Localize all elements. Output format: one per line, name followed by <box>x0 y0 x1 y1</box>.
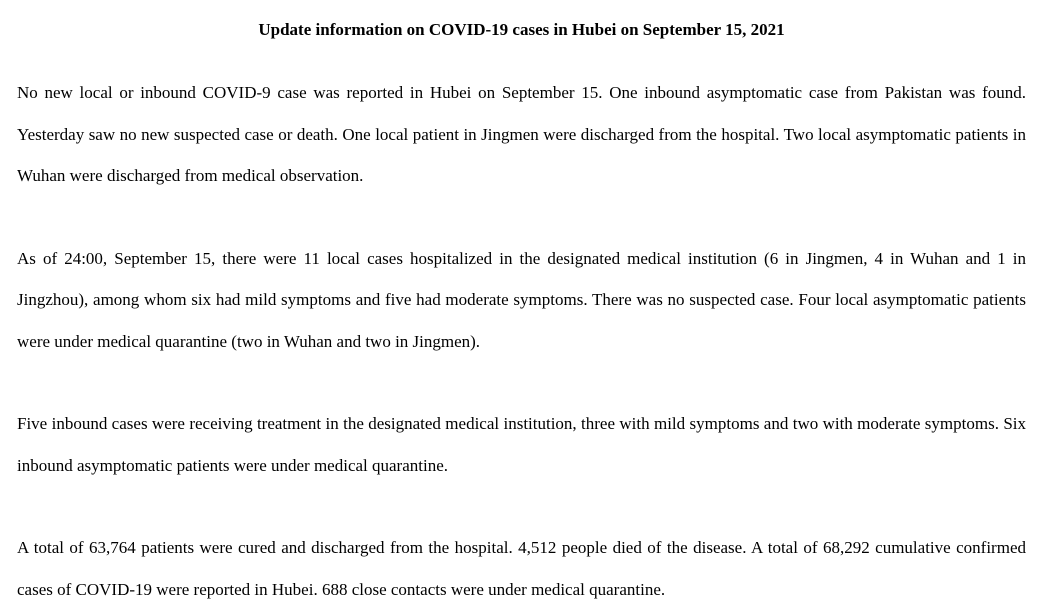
paragraph-local-hospitalized: As of 24:00, September 15, there were 11 local cases hospitalized in the designated medical institution (6 in Jingmen, 4 in Wuhan and 1 in Jingzhou), among whom six had mild symptoms and five had moderate symptoms. There was no suspected case. Four local asymptomatic patients were under medical quarantine (two in Wuhan and two in Jingmen). <box>17 248 1026 351</box>
paragraph-inbound-cases: Five inbound cases were receiving treatment in the designated medical institution, three with mild symptoms and two with moderate symptoms. Six inbound asymptomatic patients were under medical quarantine. <box>17 414 1026 475</box>
document-title: Update information on COVID-19 cases in Hubei on September 15, 2021 <box>258 20 785 39</box>
paragraph-cumulative-totals: A total of 63,764 patients were cured and discharged from the hospital. 4,512 people died of the disease. A total of 68,292 cumulative confirmed cases of COVID-19 were reported in Hubei. 688 close contacts were under medical quarantine. <box>17 538 1026 599</box>
paragraph-new-cases: No new local or inbound COVID-9 case was reported in Hubei on September 15. One inbound asymptomatic case from Pakistan was found. Yesterday saw no new suspected case or death. One local patient in Jingmen were discharged from the hospital. Two local asymptomatic patients in Wuhan were discharged from medical observation. <box>17 83 1026 185</box>
